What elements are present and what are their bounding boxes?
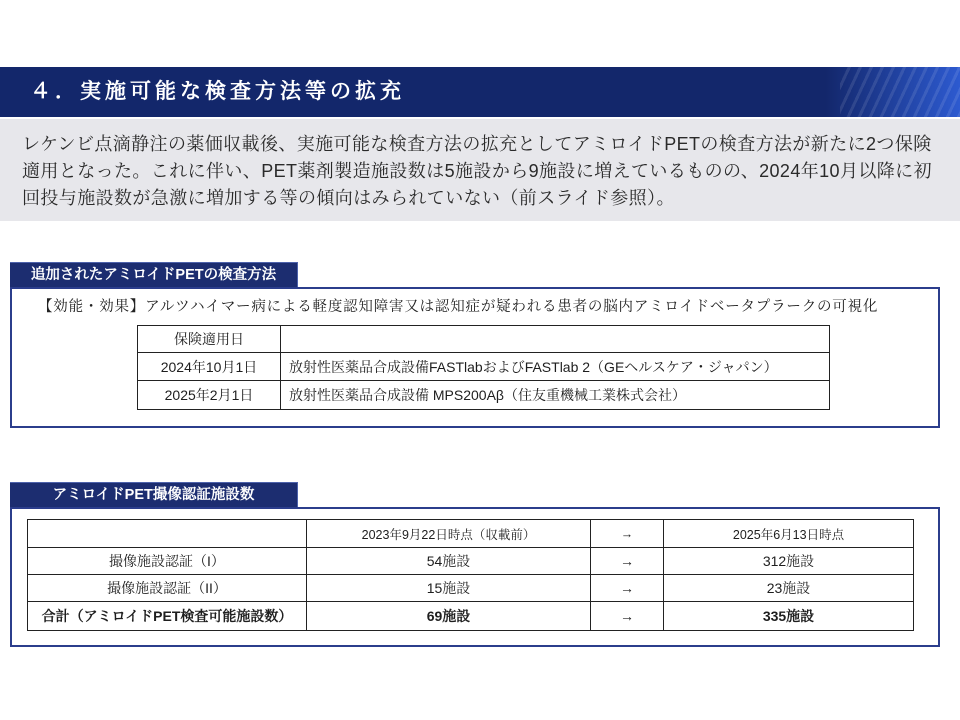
summary-line: 回投与施設数が急激に増加する等の傾向はみられていない（前スライド参照）。 bbox=[22, 188, 675, 208]
arrow-cell: → bbox=[591, 602, 664, 631]
arrow-cell: → bbox=[591, 548, 664, 575]
certification-label: 撮像施設認証（II） bbox=[28, 575, 307, 602]
table-header-empty-cell bbox=[28, 520, 307, 548]
after-total: 335施設 bbox=[664, 602, 914, 631]
table-header-row bbox=[28, 520, 914, 548]
approval-date: 2024年10月1日 bbox=[138, 353, 281, 381]
table-header-empty-cell bbox=[281, 326, 830, 353]
total-label: 合計（アミロイドPET検査可能施設数） bbox=[28, 602, 307, 631]
slide-title: ４．実施可能な検査方法等の拡充 bbox=[30, 80, 405, 103]
after-count: 312施設 bbox=[664, 548, 914, 575]
before-count: 15施設 bbox=[307, 575, 591, 602]
equipment-name: 放射性医薬品合成設備FASTlabおよびFASTlab 2（GEヘルスケア・ジャパン） bbox=[281, 353, 830, 381]
summary-line: レケンビ点滴静注の薬価収載後、実施可能な検査方法の拡充としてアミロイドPETの検査方法が新たに2つ保険 bbox=[22, 134, 932, 154]
before-total: 69施設 bbox=[307, 602, 591, 631]
after-date-header: 2025年6月13日時点 bbox=[664, 520, 914, 548]
arrow-header: → bbox=[591, 520, 664, 548]
summary-line: 適用となった。これに伴い、PET薬剤製造施設数は5施設から9施設に増えているものの、2024年10月以降に初 bbox=[22, 161, 932, 181]
after-count: 23施設 bbox=[664, 575, 914, 602]
summary-box bbox=[0, 119, 960, 221]
before-count: 54施設 bbox=[307, 548, 591, 575]
methods-section-tab: 追加されたアミロイドPETの検査方法 bbox=[10, 262, 298, 287]
slide-title-bar bbox=[0, 67, 960, 117]
table-row bbox=[138, 381, 830, 410]
title-bar-accent bbox=[840, 67, 960, 117]
facility-count-table bbox=[27, 519, 914, 631]
table-total-row bbox=[28, 602, 914, 631]
arrow-cell: → bbox=[591, 575, 664, 602]
table-row bbox=[28, 575, 914, 602]
insurance-date-header: 保険適用日 bbox=[138, 326, 281, 353]
pet-method-table bbox=[137, 325, 830, 410]
table-row bbox=[138, 353, 830, 381]
table-header-row bbox=[138, 326, 830, 353]
facilities-section-tab: アミロイドPET撮像認証施設数 bbox=[10, 482, 298, 507]
certification-label: 撮像施設認証（I） bbox=[28, 548, 307, 575]
efficacy-text: 【効能・効果】アルツハイマー病による軽度認知障害又は認知症が疑われる患者の脳内アミロイドベータプラークの可視化 bbox=[38, 299, 879, 315]
before-date-header: 2023年9月22日時点（収載前） bbox=[307, 520, 591, 548]
equipment-name: 放射性医薬品合成設備 MPS200Aβ（住友重機械工業株式会社） bbox=[281, 381, 830, 410]
approval-date: 2025年2月1日 bbox=[138, 381, 281, 410]
table-row bbox=[28, 548, 914, 575]
